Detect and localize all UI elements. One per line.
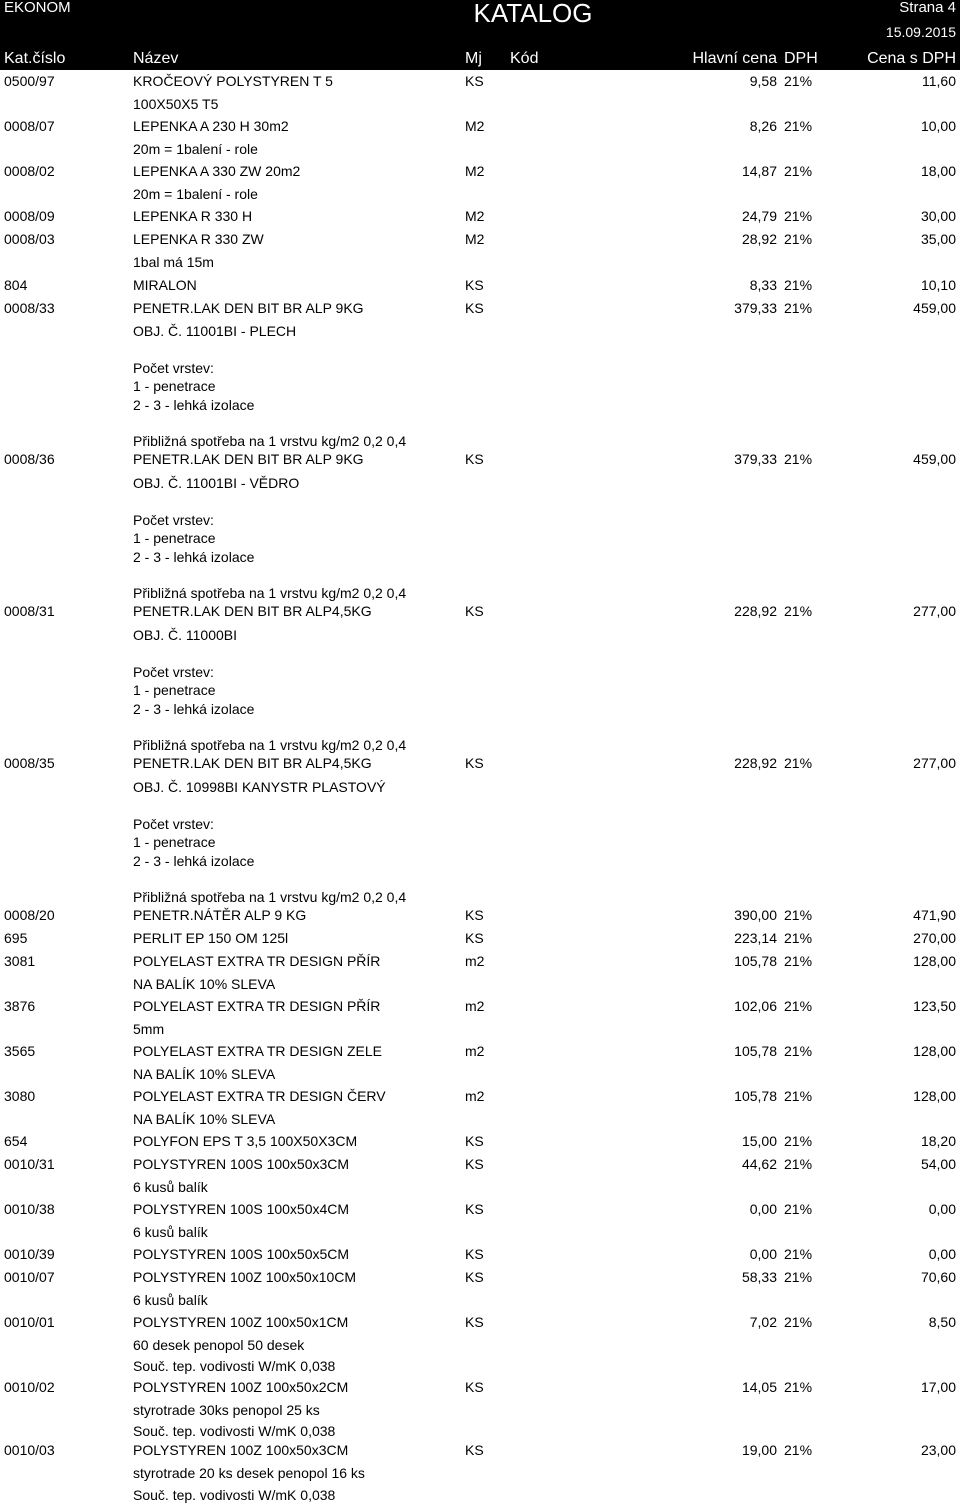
row-price: 0,00 [749,1246,777,1262]
row-code: 0008/31 [4,603,55,619]
catalog-title: KATALOG [473,0,593,28]
row-note: Přibližná spotřeba na 1 vrstvu kg/m2 0,2 0,4 [133,737,407,753]
row-price: 105,78 [734,1088,777,1104]
row-vat: 21% [784,451,813,467]
row-unit: KS [465,1156,484,1172]
row-vat: 21% [784,1442,813,1458]
row-vat: 21% [784,1379,813,1395]
row-note: 6 kusů balík [133,1292,208,1308]
row-note: 2 - 3 - lehká izolace [133,549,255,565]
row-vat: 21% [784,300,813,316]
row-note: 1 - penetrace [133,378,216,394]
row-total: 35,00 [920,231,956,247]
row-name: PENETR.LAK DEN BIT BR ALP4,5KG [133,755,372,771]
row-vat: 21% [784,73,813,89]
row-unit: m2 [465,1043,485,1059]
row-name: POLYELAST EXTRA TR DESIGN PŘÍR [133,998,381,1014]
row-code: 3081 [4,953,36,969]
row-note: 20m = 1balení - role [133,141,258,157]
row-note: 5mm [133,1021,165,1037]
row-total: 128,00 [913,1043,956,1059]
row-price: 379,33 [734,451,777,467]
row-total: 0,00 [928,1201,956,1217]
row-code: 695 [4,930,28,946]
row-unit: KS [465,907,484,923]
row-note: NA BALÍK 10% SLEVA [133,976,276,992]
row-name: PERLIT EP 150 OM 125l [133,930,289,946]
row-code: 3565 [4,1043,36,1059]
row-vat: 21% [784,998,813,1014]
row-note: 1 - penetrace [133,530,216,546]
row-code: 0010/02 [4,1379,55,1395]
company-name: EKONOM [4,0,71,16]
row-price: 390,00 [734,907,777,923]
row-total: 459,00 [913,300,956,316]
row-price: 28,92 [741,231,777,247]
row-vat: 21% [784,1043,813,1059]
row-name: LEPENKA A 330 ZW 20m2 [133,163,301,179]
row-total: 30,00 [920,208,956,224]
row-unit: KS [465,73,484,89]
row-name: POLYELAST EXTRA TR DESIGN ČERV [133,1088,386,1104]
row-note: 1 - penetrace [133,682,216,698]
row-unit: KS [465,1314,484,1330]
row-unit: M2 [465,231,485,247]
row-price: 105,78 [734,1043,777,1059]
row-note: Přibližná spotřeba na 1 vrstvu kg/m2 0,2 0,4 [133,585,407,601]
row-note: Souč. tep. vodivosti W/mK 0,038 [133,1423,336,1439]
col-header-total: Cena s DPH [867,50,956,67]
row-name: POLYSTYREN 100Z 100x50x3CM [133,1442,349,1458]
col-header-code: Kat.číslo [4,50,66,67]
row-note: 6 kusů balík [133,1224,208,1240]
row-unit: KS [465,755,484,771]
row-note: Přibližná spotřeba na 1 vrstvu kg/m2 0,2 0,4 [133,889,407,905]
row-price: 19,00 [741,1442,777,1458]
page-number: Strana 4 [899,0,956,16]
col-header-name: Název [133,50,179,67]
row-note: Souč. tep. vodivosti W/mK 0,038 [133,1358,336,1374]
row-vat: 21% [784,907,813,923]
row-vat: 21% [784,755,813,771]
row-name: KROČEOVÝ POLYSTYREN T 5 [133,73,333,89]
row-name: LEPENKA R 330 ZW [133,231,264,247]
row-code: 0008/33 [4,300,55,316]
row-price: 102,06 [734,998,777,1014]
row-name: PENETR.LAK DEN BIT BR ALP 9KG [133,300,364,316]
row-price: 24,79 [741,208,777,224]
row-code: 654 [4,1133,28,1149]
row-code: 0010/31 [4,1156,55,1172]
row-name: POLYSTYREN 100S 100x50x3CM [133,1156,350,1172]
row-price: 228,92 [734,603,777,619]
row-price: 58,33 [741,1269,777,1285]
row-vat: 21% [784,208,813,224]
row-code: 3080 [4,1088,36,1104]
row-name: POLYSTYREN 100Z 100x50x10CM [133,1269,357,1285]
row-code: 3876 [4,998,36,1014]
row-name: PENETR.LAK DEN BIT BR ALP 9KG [133,451,364,467]
row-total: 270,00 [913,930,956,946]
row-unit: KS [465,1442,484,1458]
row-code: 0008/20 [4,907,55,923]
row-vat: 21% [784,231,813,247]
row-price: 8,26 [749,118,777,134]
row-total: 128,00 [913,1088,956,1104]
row-vat: 21% [784,277,813,293]
row-price: 15,00 [741,1133,777,1149]
row-total: 17,00 [920,1379,956,1395]
row-total: 471,90 [913,907,956,923]
row-price: 8,33 [749,277,777,293]
row-unit: KS [465,300,484,316]
row-code: 0008/02 [4,163,55,179]
row-total: 11,60 [922,73,956,89]
row-unit: KS [465,277,484,293]
row-code: 0008/35 [4,755,55,771]
row-name: MIRALON [133,277,197,293]
row-note: Počet vrstev: [133,816,214,832]
row-code: 0010/07 [4,1269,55,1285]
row-code: 0008/03 [4,231,55,247]
row-code: 0010/03 [4,1442,55,1458]
row-total: 277,00 [913,755,956,771]
row-total: 277,00 [913,603,956,619]
row-unit: KS [465,451,484,467]
row-unit: KS [465,1133,484,1149]
row-code: 0008/36 [4,451,55,467]
row-total: 123,50 [913,998,956,1014]
row-note: 1 - penetrace [133,834,216,850]
row-note: 20m = 1balení - role [133,186,258,202]
row-vat: 21% [784,1201,813,1217]
row-code: 0500/97 [4,73,55,89]
col-header-vat: DPH [784,50,818,67]
row-price: 223,14 [734,930,777,946]
row-vat: 21% [784,930,813,946]
row-total: 10,00 [920,118,956,134]
row-note: 60 desek penopol 50 desek [133,1337,305,1353]
row-code: 0010/01 [4,1314,55,1330]
row-note: OBJ. Č. 11000BI [133,627,238,643]
row-vat: 21% [784,603,813,619]
row-note: OBJ. Č. 10998BI KANYSTR PLASTOVÝ [133,779,386,795]
row-unit: KS [465,930,484,946]
row-code: 804 [4,277,28,293]
row-unit: KS [465,1246,484,1262]
row-unit: m2 [465,998,485,1014]
row-code: 0010/39 [4,1246,55,1262]
row-code: 0010/38 [4,1201,55,1217]
row-note: Počet vrstev: [133,360,214,376]
row-name: POLYELAST EXTRA TR DESIGN ZELE [133,1043,382,1059]
row-price: 228,92 [734,755,777,771]
row-unit: KS [465,603,484,619]
row-name: POLYSTYREN 100Z 100x50x1CM [133,1314,349,1330]
row-price: 7,02 [749,1314,777,1330]
row-note: styrotrade 20 ks desek penopol 16 ks [133,1465,365,1481]
row-unit: m2 [465,953,485,969]
col-header-unit: Mj [465,50,482,67]
row-name: LEPENKA A 230 H 30m2 [133,118,289,134]
row-price: 44,62 [741,1156,777,1172]
row-note: 2 - 3 - lehká izolace [133,853,255,869]
row-total: 0,00 [928,1246,956,1262]
row-price: 379,33 [734,300,777,316]
print-date: 15.09.2015 [885,24,956,40]
row-note: Souč. tep. vodivosti W/mK 0,038 [133,1487,336,1503]
row-vat: 21% [784,953,813,969]
row-note: Počet vrstev: [133,664,214,680]
row-note: 6 kusů balík [133,1179,208,1195]
row-total: 10,10 [920,277,956,293]
row-name: LEPENKA R 330 H [133,208,253,224]
row-unit: M2 [465,118,485,134]
row-vat: 21% [784,1246,813,1262]
row-vat: 21% [784,1156,813,1172]
row-note: 1bal má 15m [133,254,214,270]
row-code: 0008/09 [4,208,55,224]
row-total: 54,00 [920,1156,956,1172]
row-unit: KS [465,1269,484,1285]
row-unit: m2 [465,1088,485,1104]
row-name: POLYSTYREN 100Z 100x50x2CM [133,1379,349,1395]
row-total: 8,50 [928,1314,956,1330]
row-name: PENETR.LAK DEN BIT BR ALP4,5KG [133,603,372,619]
row-unit: KS [465,1201,484,1217]
row-total: 18,20 [920,1133,956,1149]
row-note: NA BALÍK 10% SLEVA [133,1066,276,1082]
row-price: 0,00 [749,1201,777,1217]
row-name: POLYFON EPS T 3,5 100X50X3CM [133,1133,358,1149]
row-total: 128,00 [913,953,956,969]
row-total: 23,00 [920,1442,956,1458]
row-vat: 21% [784,118,813,134]
row-note: Počet vrstev: [133,512,214,528]
row-code: 0008/07 [4,118,55,134]
row-note: 2 - 3 - lehká izolace [133,701,255,717]
col-header-price: Hlavní cena [692,50,777,67]
row-vat: 21% [784,163,813,179]
row-total: 459,00 [913,451,956,467]
row-price: 9,58 [749,73,777,89]
row-note: styrotrade 30ks penopol 25 ks [133,1402,320,1418]
row-price: 14,05 [741,1379,777,1395]
col-header-kod: Kód [510,50,539,67]
row-note: NA BALÍK 10% SLEVA [133,1111,276,1127]
row-name: POLYELAST EXTRA TR DESIGN PŘÍR [133,953,381,969]
row-vat: 21% [784,1314,813,1330]
row-unit: M2 [465,163,485,179]
row-total: 18,00 [920,163,956,179]
row-note: OBJ. Č. 11001BI - VĚDRO [133,475,300,491]
row-name: PENETR.NÁTĚR ALP 9 KG [133,907,307,923]
row-total: 70,60 [920,1269,956,1285]
row-price: 105,78 [734,953,777,969]
row-note: Přibližná spotřeba na 1 vrstvu kg/m2 0,2 0,4 [133,433,407,449]
row-name: POLYSTYREN 100S 100x50x4CM [133,1201,350,1217]
row-vat: 21% [784,1088,813,1104]
row-note: OBJ. Č. 11001BI - PLECH [133,323,297,339]
row-vat: 21% [784,1133,813,1149]
row-note: 2 - 3 - lehká izolace [133,397,255,413]
row-unit: KS [465,1379,484,1395]
row-vat: 21% [784,1269,813,1285]
row-note: 100X50X5 T5 [133,96,219,112]
row-price: 14,87 [741,163,777,179]
row-unit: M2 [465,208,485,224]
row-name: POLYSTYREN 100S 100x50x5CM [133,1246,350,1262]
